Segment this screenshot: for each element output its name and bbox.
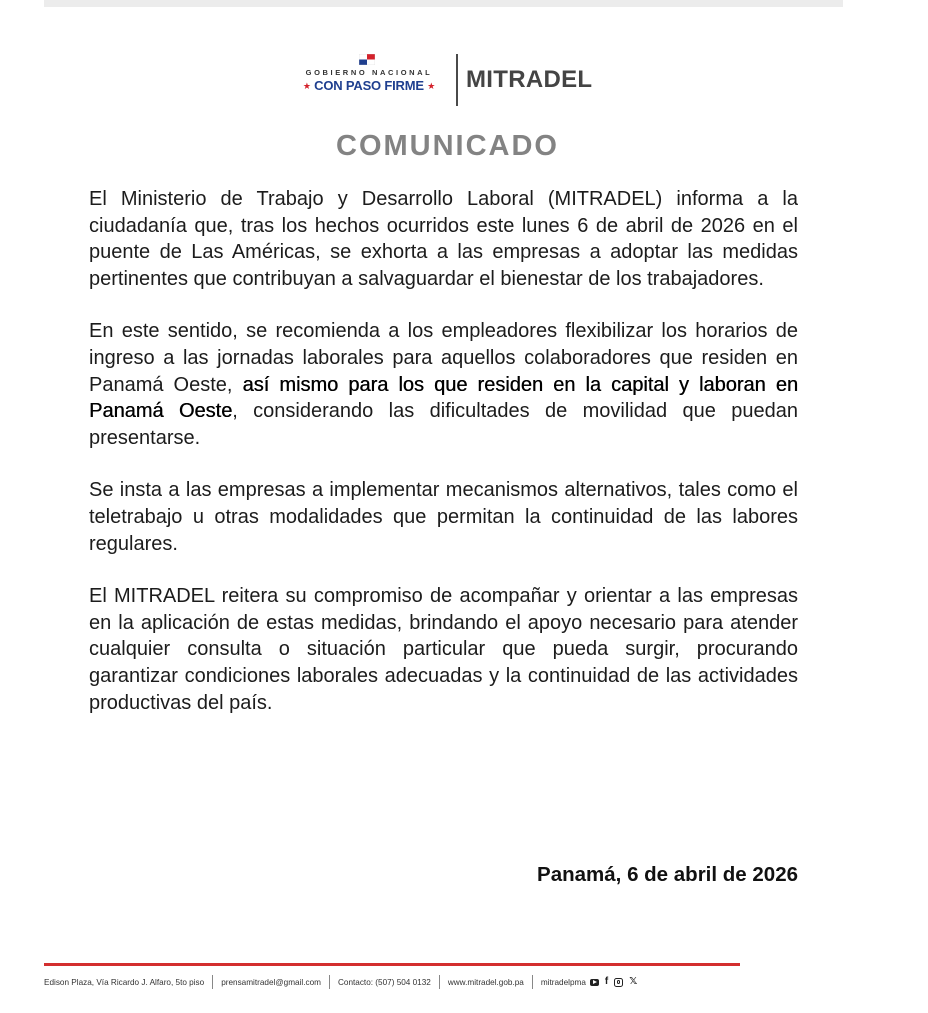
- gov-slogan-text: CON PASO FIRME: [314, 78, 424, 93]
- footer-address: Edison Plaza, Vía Ricardo J. Alfaro, 5to piso: [44, 977, 205, 987]
- facebook-icon[interactable]: f: [604, 976, 609, 987]
- panama-flag-icon: [359, 54, 375, 65]
- gobierno-nacional-logo: [288, 52, 450, 106]
- footer-social: [541, 977, 637, 987]
- star-icon: ★: [302, 81, 311, 91]
- footer-separator: [439, 975, 440, 989]
- x-icon[interactable]: 𝕏: [629, 976, 638, 987]
- footer-separator: [329, 975, 330, 989]
- paragraph-2-emphasis: así mismo para los que residen en la capital y laboran en Panamá Oeste: [89, 373, 798, 423]
- instagram-icon[interactable]: [614, 978, 623, 987]
- social-handle: mitradelpma: [540, 977, 586, 987]
- footer-separator: [532, 975, 533, 989]
- footer-email[interactable]: prensamitradel@gmail.com: [221, 977, 321, 987]
- gov-top-text: GOBIERNO NACIONAL: [305, 68, 433, 77]
- paragraph-3: Se insta a las empresas a implementar mecanismos alternativos, tales como el teletrabajo u otras modalidades que permitan la continuidad de las labores regulares.: [89, 479, 798, 555]
- document-body: [89, 186, 798, 742]
- paragraph-2-end: , considerando las dificultades de movilidad que puedan presentarse.: [89, 400, 798, 449]
- logo-divider: [456, 54, 458, 106]
- mitradel-brand: MITRADEL: [466, 66, 593, 93]
- star-icon: ★: [427, 81, 436, 91]
- footer-separator: [212, 975, 213, 989]
- paragraph-2-start: En este sentido, se recomienda a los empleadores flexibilizar los horarios de ingreso a las jornadas laborales para aquellos colaboradores que residen en Panamá Oeste,: [89, 320, 798, 396]
- youtube-icon[interactable]: [590, 979, 599, 986]
- paragraph-2: [89, 318, 798, 451]
- gov-slogan: [288, 78, 450, 93]
- footer-website[interactable]: www.mitradel.gob.pa: [447, 977, 524, 987]
- document-title: COMUNICADO: [336, 130, 559, 162]
- footer-contact: Contacto: (507) 504 0132: [337, 977, 431, 987]
- top-strip: [44, 0, 843, 7]
- footer-rule: [44, 963, 740, 966]
- date-line: Panamá, 6 de abril de 2026: [537, 863, 798, 886]
- paragraph-1: El Ministerio de Trabajo y Desarrollo Laboral (MITRADEL) informa a la ciudadanía que, tras los hechos ocurridos este lunes 6 de abril de 2026 en el puente de Las Américas, se exhorta a las empresas a adoptar las medidas pertinentes que contribuyan a salvaguardar el bienestar de los trabajadores.: [89, 188, 798, 290]
- footer: [44, 975, 637, 989]
- letterhead: [0, 52, 928, 106]
- paragraph-4: El MITRADEL reitera su compromiso de acompañar y orientar a las empresas en la aplicación de estas medidas, brindando el apoyo necesario para atender cualquier consulta o situación particular que pueda surgir, procurando garantizar condiciones laborales adecuadas y la continuidad de las actividades productivas del país.: [89, 585, 798, 714]
